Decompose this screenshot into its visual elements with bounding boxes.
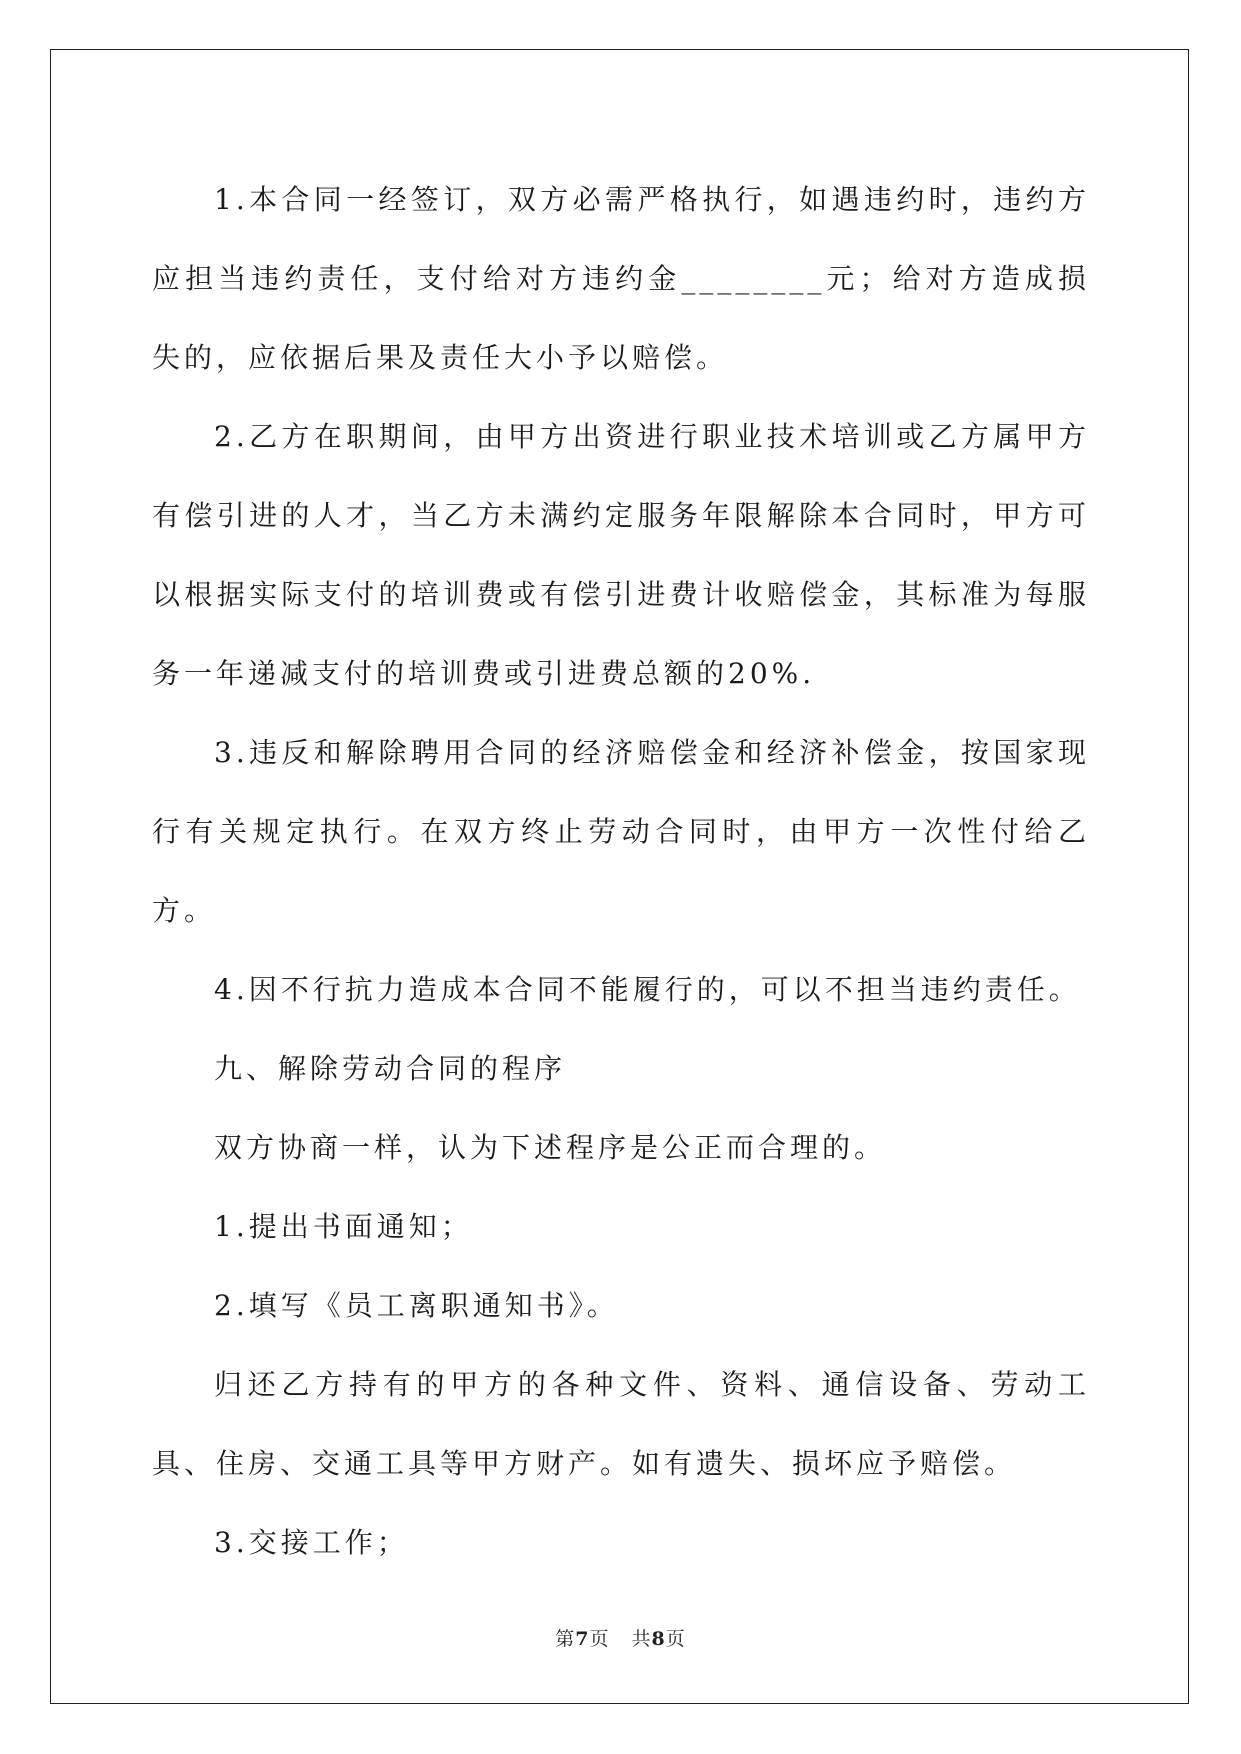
document-body bbox=[152, 160, 1090, 1582]
footer-prefix: 第 bbox=[555, 1628, 576, 1650]
page-footer bbox=[0, 1624, 1241, 1651]
list-item-handover: 3.交接工作； bbox=[214, 1526, 409, 1559]
paragraph-force-majeure: 4.因不行抗力造成本合同不能履行的，可以不担当违约责任。 bbox=[214, 973, 1081, 1006]
list-item-written-notice: 1.提出书面通知； bbox=[214, 1210, 473, 1243]
section-heading-termination-procedure: 九、解除劳动合同的程序 bbox=[214, 1052, 567, 1085]
footer-page-suffix: 页 bbox=[589, 1628, 610, 1650]
total-page-count: 8 bbox=[651, 1628, 666, 1650]
paragraph-return-property: 归还乙方持有的甲方的各种文件、资料、通信设备、劳动工具、住房、交通工具等甲方财产。如有遗失、损坏应予赔偿。 bbox=[152, 1368, 1090, 1480]
footer-total-prefix: 共 bbox=[631, 1628, 652, 1650]
paragraph-breach-penalty: 1.本合同一经签订，双方必需严格执行，如遇违约时，违约方应担当违约责任，支付给对方违约金________元；给对方造成损失的，应依据后果及责任大小予以赔偿。 bbox=[152, 183, 1090, 374]
paragraph-procedure-agreement: 双方协商一样，认为下述程序是公正而合理的。 bbox=[214, 1131, 887, 1164]
list-item-resignation-form: 2.填写《员工离职通知书》。 bbox=[214, 1289, 619, 1322]
current-page-number: 7 bbox=[575, 1628, 590, 1650]
paragraph-training-compensation: 2.乙方在职期间，由甲方出资进行职业技术培训或乙方属甲方有偿引进的人才，当乙方未满约定服务年限解除本合同时，甲方可以根据实际支付的培训费或有偿引进费计收赔偿金，其标准为每服务一年递减支付的培训费或引进费总额的20%. bbox=[152, 420, 1090, 690]
paragraph-economic-compensation: 3.违反和解除聘用合同的经济赔偿金和经济补偿金，按国家现行有关规定执行。在双方终止劳动合同时，由甲方一次性付给乙方。 bbox=[152, 736, 1090, 927]
footer-total-suffix: 页 bbox=[665, 1628, 686, 1650]
